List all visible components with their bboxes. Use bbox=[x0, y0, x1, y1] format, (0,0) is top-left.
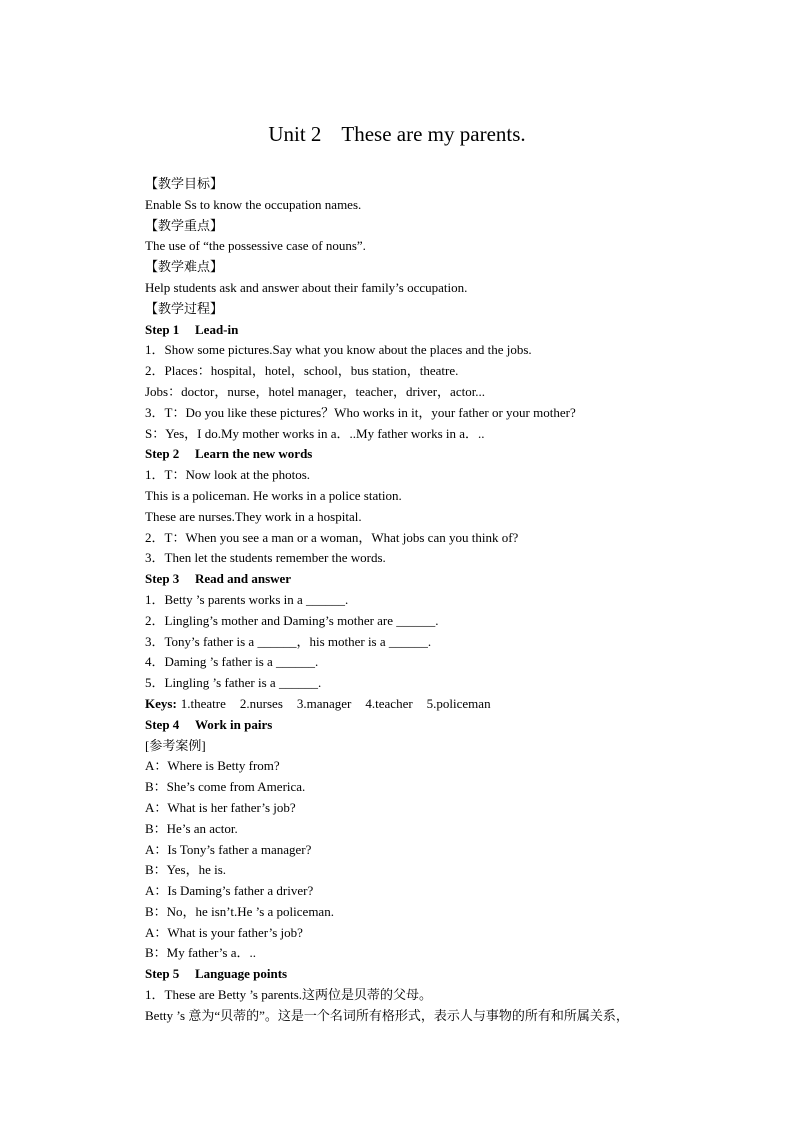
body-line: 2．Places：hospital，hotel，school，bus station，theatre. bbox=[145, 363, 459, 379]
body-line: B：She’s come from America. bbox=[145, 779, 306, 795]
step-title: Lead-in bbox=[195, 321, 239, 337]
page-title bbox=[0, 122, 794, 147]
step-heading bbox=[145, 444, 705, 465]
body-line: B：Yes，he is. bbox=[145, 862, 227, 878]
answer-key: 3.manager bbox=[296, 695, 352, 711]
body-line: A：What is her father’s job? bbox=[145, 799, 296, 815]
title-text: These are my parents. bbox=[341, 122, 526, 146]
body-line: A：Where is Betty from? bbox=[145, 758, 280, 774]
step-title: Work in pairs bbox=[195, 716, 273, 732]
document-body bbox=[145, 174, 705, 1027]
title-unit-number: Unit 2 bbox=[268, 122, 322, 146]
body-line: 1．Betty ’s parents works in a ______. bbox=[145, 591, 349, 607]
step-heading bbox=[145, 715, 705, 736]
body-line: 4．Daming ’s father is a ______. bbox=[145, 654, 319, 670]
body-line: B：My father’s a．.. bbox=[145, 945, 256, 961]
body-line: A：What is your father’s job? bbox=[145, 924, 303, 940]
keys-label: Keys: bbox=[145, 695, 177, 711]
body-line: [参考案例] bbox=[145, 737, 206, 753]
body-line: S：Yes，I do.My mother works in a．..My father works in a．.. bbox=[145, 425, 485, 441]
body-line: 2．Lingling’s mother and Daming’s mother are ______. bbox=[145, 612, 439, 628]
body-line: B：No，he isn’t.He ’s a policeman. bbox=[145, 903, 334, 919]
body-line: A：Is Tony’s father a manager? bbox=[145, 841, 312, 857]
step-heading bbox=[145, 320, 705, 341]
body-line: Enable Ss to know the occupation names. bbox=[145, 196, 362, 212]
body-line: Jobs：doctor，nurse，hotel manager，teacher，driver，actor... bbox=[145, 383, 486, 399]
body-line: 3．T：Do you like these pictures？Who works in it，your father or your mother? bbox=[145, 404, 576, 420]
step-label: Step 1 bbox=[145, 321, 180, 337]
body-line: Betty ’s 意为“贝蒂的”。这是一个名词所有格形式，表示人与事物的所有和所属关系， bbox=[145, 1007, 629, 1023]
body-line: 2．T：When you see a man or a woman，What jobs can you think of? bbox=[145, 529, 519, 545]
body-line: A：Is Daming’s father a driver? bbox=[145, 883, 314, 899]
body-line: 1．T：Now look at the photos. bbox=[145, 467, 311, 483]
step-label: Step 2 bbox=[145, 446, 180, 462]
step-title: Learn the new words bbox=[195, 446, 313, 462]
step-label: Step 5 bbox=[145, 966, 180, 982]
body-line: 1．These are Betty ’s parents.这两位是贝蒂的父母。 bbox=[145, 987, 433, 1003]
section-heading: 【教学难点】 bbox=[145, 259, 224, 275]
body-line: The use of “the possessive case of nouns”. bbox=[145, 238, 366, 254]
answer-key: 4.teacher bbox=[365, 695, 413, 711]
section-heading: 【教学重点】 bbox=[145, 217, 224, 233]
answer-key: 5.policeman bbox=[426, 695, 491, 711]
step-label: Step 3 bbox=[145, 571, 180, 587]
step-title: Language points bbox=[195, 966, 288, 982]
body-line: 5．Lingling ’s father is a ______. bbox=[145, 675, 322, 691]
step-heading bbox=[145, 569, 705, 590]
section-heading: 【教学过程】 bbox=[145, 300, 224, 316]
body-line: These are nurses.They work in a hospital. bbox=[145, 508, 362, 524]
section-heading: 【教学目标】 bbox=[145, 176, 224, 191]
body-line: 3．Then let the students remember the words. bbox=[145, 550, 386, 566]
body-line: 1．Show some pictures.Say what you know about the places and the jobs. bbox=[145, 342, 532, 358]
body-line: This is a policeman. He works in a police station. bbox=[145, 487, 402, 503]
step-title: Read and answer bbox=[195, 571, 292, 587]
body-line: Help students ask and answer about their family’s occupation. bbox=[145, 279, 468, 295]
answer-key: 1.theatre bbox=[180, 695, 226, 711]
step-heading bbox=[145, 964, 705, 985]
body-line: 3．Tony’s father is a ______，his mother is a ______. bbox=[145, 633, 432, 649]
step-label: Step 4 bbox=[145, 716, 180, 732]
body-line: B：He’s an actor. bbox=[145, 820, 238, 836]
answer-key: 2.nurses bbox=[239, 695, 283, 711]
answer-keys bbox=[145, 694, 705, 715]
